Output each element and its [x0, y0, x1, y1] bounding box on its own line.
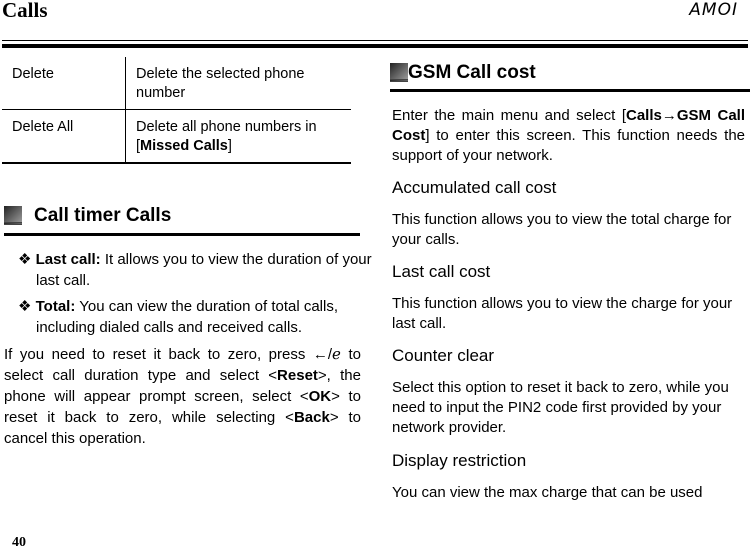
reset-paragraph: If you need to reset it back to zero, press ←/ℯ to select call duration type and select <Reset>, the phone will appear prompt screen, select <OK> to reset it back to zero, while selecting <Back> to cancel this operation. — [4, 346, 362, 447]
subheading: Counter clear — [392, 346, 495, 365]
section-text: Select this option to reset it back to zero, while you need to input the PIN2 code first provided by your network provider. — [392, 379, 729, 436]
section-icon — [4, 206, 22, 225]
option-desc: Delete all phone numbers in [Missed Calls] — [126, 110, 352, 164]
page-number: 40 — [12, 535, 26, 550]
section-icon — [390, 63, 408, 82]
section-text: You can view the max charge that can be used — [392, 484, 703, 501]
section-text: This function allows you to view the total charge for your calls. — [392, 211, 732, 248]
section-heading-gsm-call-cost: GSM Call cost — [390, 62, 750, 92]
header-title: Calls — [2, 0, 48, 22]
section-text: This function allows you to view the charge for your last call. — [392, 295, 733, 332]
key-icons: ←/ℯ — [312, 346, 341, 363]
subheading: Display restriction — [392, 451, 527, 470]
subheading: Accumulated call cost — [392, 178, 557, 197]
table-row — [2, 57, 351, 110]
bullet-last-call: ❖ Last call: It allows you to view the duration of your last call. — [18, 251, 372, 289]
table-row — [2, 110, 351, 164]
subheading: Last call cost — [392, 262, 491, 281]
options-table — [2, 57, 351, 164]
amoi-logo: AMOI — [689, 0, 738, 20]
header-divider — [2, 40, 748, 41]
option-name: Delete All — [2, 110, 126, 164]
gsm-intro: Enter the main menu and select [Calls→GSM Call Cost] to enter this screen. This function needs the support of your network. — [392, 107, 745, 164]
option-desc: Delete the selected phone number — [126, 57, 352, 110]
option-name: Delete — [2, 57, 126, 110]
header-divider-thick — [2, 44, 748, 48]
bullet-total: ❖ Total: You can view the duration of total calls, including dialed calls and received calls. — [18, 298, 339, 336]
section-heading-call-timer: Call timer Calls — [4, 205, 360, 236]
